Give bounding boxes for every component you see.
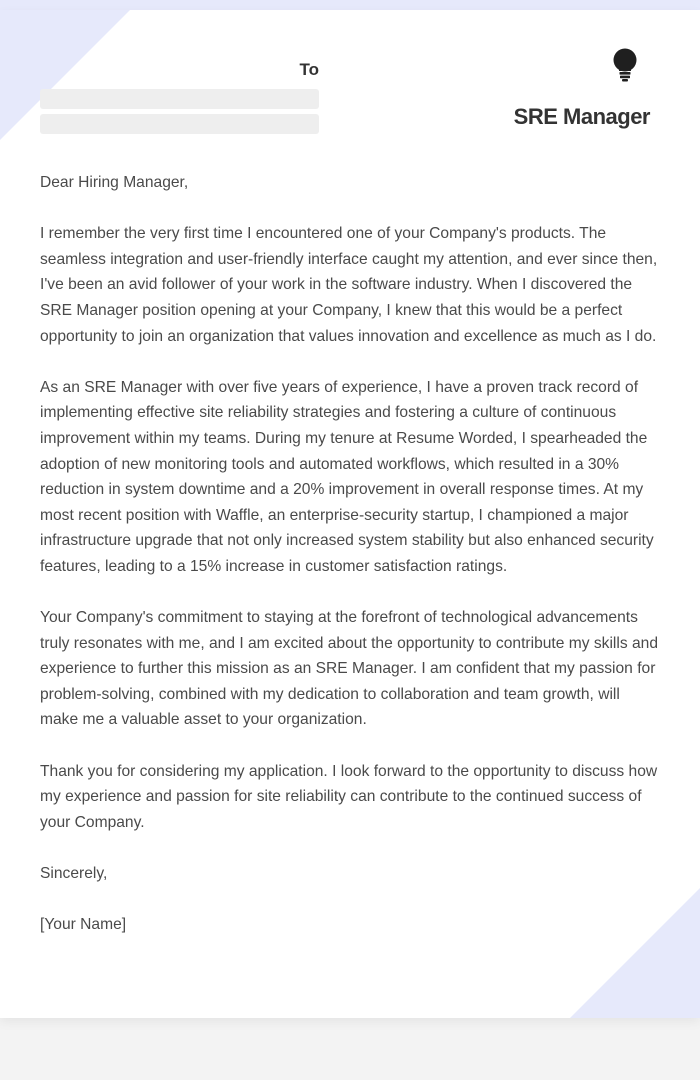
top-accent-band	[0, 0, 700, 10]
letter-signature: [Your Name]	[40, 916, 127, 934]
letter-paragraph: As an SRE Manager with over five years of experience, I have a proven track record of implementing effective site reliability strategies and fostering a culture of continuous improvement within my teams. During my tenure at Resume Worded, I spearheaded the adoption of new monitoring tools and automated workflows, which resulted in a 30% reduction in system downtime and a 20% improvement in overall response times. At my most recent position with Waffle, an enterprise-security startup, I championed a major infrastructure upgrade that not only increased system stability but also enhanced security features, leading to a 15% increase in customer satisfaction ratings.	[40, 378, 654, 575]
recipient-address-placeholder-1	[40, 89, 319, 109]
recipient-address-placeholder-2	[40, 114, 319, 134]
letter-greeting: Dear Hiring Manager,	[40, 174, 189, 191]
job-title-heading: SRE Manager	[513, 104, 650, 129]
letter-body	[40, 170, 662, 963]
letter-paragraph: I remember the very first time I encountered one of your Company's products. The seamless integration and user-friendly interface caught my attention, and ever since then, I've been an avid follower of your work in the software industry. When I discovered the SRE Manager position opening at your Company, I knew that this would be a perfect opportunity to join an organization that values innovation and excellence as much as I do.	[40, 225, 658, 345]
letter-paragraph: Your Company's commitment to staying at the forefront of technological advancements truly resonates with me, and I am excited about the opportunity to contribute my skills and experience to further this mission as an SRE Manager. I am confident that my passion for problem-solving, combined with my dedication to collaboration and team growth, will make me a valuable asset to your organization.	[40, 609, 659, 729]
lightbulb-icon	[612, 48, 638, 82]
recipient-to-label: To	[299, 60, 319, 79]
cover-letter-page	[0, 10, 700, 1018]
letter-paragraph: Thank you for considering my application. I look forward to the opportunity to discuss how my experience and passion for site reliability can contribute to the continued success of your Company.	[40, 762, 658, 831]
letter-closing: Sincerely,	[40, 865, 108, 883]
